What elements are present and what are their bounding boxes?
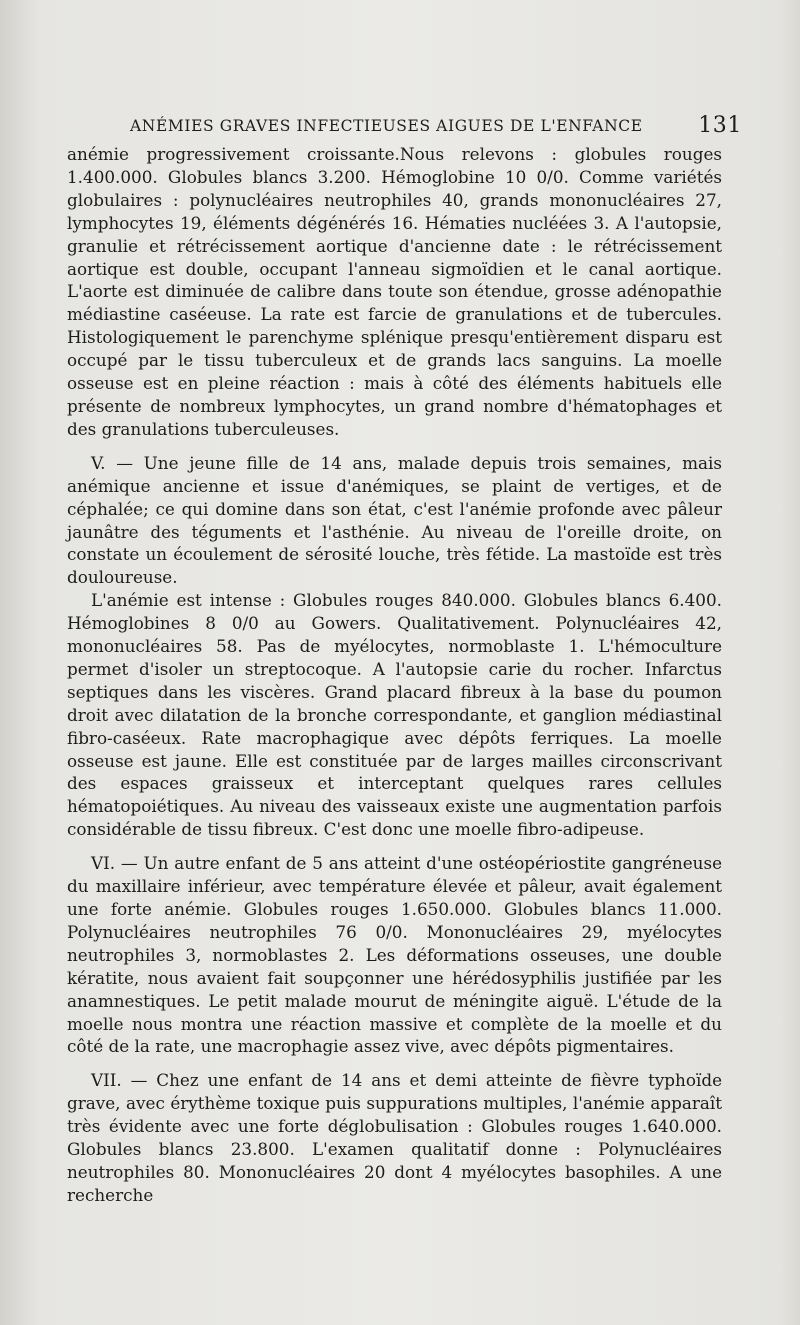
- running-title: ANÉMIES GRAVES INFECTIEUSES AIGUES DE L'ENFANCE: [130, 117, 643, 135]
- paragraph-case-v-blood: L'anémie est intense : Globules rouges 840.000. Globules blancs 6.400. Hémoglobines 8 0/0 au Gowers. Qualitativement. Polynucléaires 42, mononucléaires 58. Pas de myélocytes, normoblaste 1. L'hémoculture permet d'isoler un streptocoque. A l'autopsie carie du rocher. Infarctus septiques dans les viscères. Grand placard fibreux à la base du poumon droit avec dilatation de la bronche correspondante, et ganglion médiastinal fibro-caséeux. Rate macrophagique avec dépôts ferriques. La moelle osseuse est jaune. Elle est constituée par de larges mailles circonscrivant des espaces graisseux et interceptant quelques rares cellules hématopoiétiques. Au niveau des vaisseaux existe une augmentation parfois considérable de tissu fibreux. C'est donc une moelle fibro-adipeuse.: [67, 590, 722, 840]
- paragraph-continuation: anémie progressivement croissante.Nous relevons : globules rouges 1.400.000. Globules blancs 3.200. Hémoglobine 10 0/0. Comme variétés globulaires : polynucléaires neutrophiles 40, grands mononucléaires 27, lymphocytes 19, éléments dégénérés 16. Hématies nucléées 3. A l'autopsie, granulie et rétrécissement aortique d'ancienne date : le rétrécissement aortique est double, occupant l'anneau sigmoïdien et le canal aortique. L'aorte est diminuée de calibre dans toute son étendue, grosse adénopathie médiastine caséeuse. La rate est farcie de granulations et de tubercules. Histologiquement le parenchyme splénique presqu'entièrement disparu est occupé par le tissu tuberculeux et de grands lacs sanguins. La moelle osseuse est en pleine réaction : mais à côté des éléments habituels elle présente de nombreux lymphocytes, un grand nombre d'hématophages et des granulations tuberculeuses.: [67, 144, 722, 439]
- page-number: 131: [698, 113, 742, 138]
- paragraph-case-vii: VII. — Chez une enfant de 14 ans et demi atteinte de fièvre typhoïde grave, avec érythème toxique puis suppurations multiples, l'anémie apparaît très évidente avec une forte déglobulisation : Globules rouges 1.640.000. Globules blancs 23.800. L'examen qualitatif donne : Polynucléaires neutrophiles 80. Mononucléaires 20 dont 4 myélocytes basophiles. A une recherche: [67, 1070, 722, 1205]
- body-text: [67, 143, 722, 1207]
- running-header: [130, 115, 742, 143]
- paragraph-case-v: V. — Une jeune fille de 14 ans, malade depuis trois semaines, mais anémique ancienne et issue d'anémiques, se plaint de vertiges, et de céphalée; ce qui domine dans son état, c'est l'anémie profonde avec pâleur jaunâtre des téguments et l'asthénie. Au niveau de l'oreille droite, on constate un écoulement de sérosité louche, très fétide. La mastoïde est très douloureuse.: [67, 452, 722, 588]
- paragraph-case-vi: VI. — Un autre enfant de 5 ans atteint d'une ostéopériostite gangréneuse du maxillaire inférieur, avec température élevée et pâleur, avait également une forte anémie. Globules rouges 1.650.000. Globules blancs 11.000. Polynucléaires neutrophiles 76 0/0. Mononucléaires 29, myélocytes neutrophiles 3, normoblastes 2. Les déformations osseuses, une double kératite, nous avaient fait soupçonner une hérédosyphilis justifiée par les anamnestiques. Le petit malade mourut de méningite aiguë. L'étude de la moelle nous montra une réaction massive et complète de la moelle et du côté de la rate, une macrophagie assez vive, avec dépôts pigmentaires.: [67, 853, 722, 1057]
